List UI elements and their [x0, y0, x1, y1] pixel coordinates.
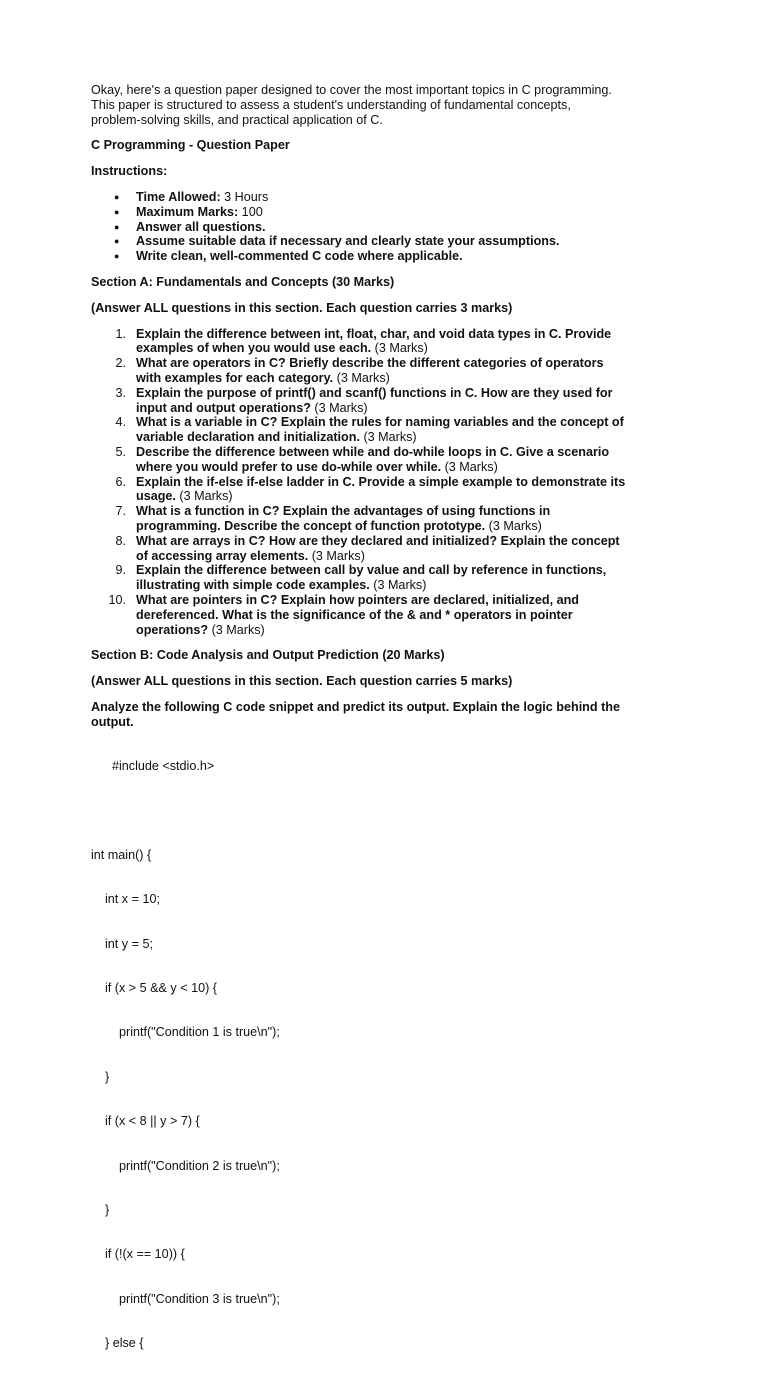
question-marks: (3 Marks) [308, 548, 365, 563]
question-text: illustrating with simple code examples. [136, 578, 370, 593]
code-line [91, 803, 691, 818]
question-item [91, 415, 691, 445]
question-marks: (3 Marks) [369, 578, 427, 593]
question-text: What are arrays in C? How are they declared and initialized? Explain the concept [136, 533, 620, 548]
question-number: 9. [115, 563, 126, 578]
code-line: } else { [91, 1336, 144, 1351]
code-line: int y = 5; [91, 936, 153, 951]
question-text: dereferenced. What is the significance of the & and * operators in pointer [136, 607, 573, 622]
question-text: where you would prefer to use do-while over while. [136, 459, 442, 474]
instruction-label: Time Allowed: [136, 189, 221, 204]
instruction-label: Maximum Marks: [136, 204, 239, 219]
section-a-questions [91, 327, 691, 638]
instructions-list [91, 190, 691, 264]
question-text: What are pointers in C? Explain how pointers are declared, initialized, and [136, 592, 579, 607]
question-text: programming. Describe the concept of function prototype. [136, 518, 486, 533]
question-marks: (3 Marks) [359, 430, 417, 445]
intro-paragraph [91, 83, 691, 127]
question-marks: (3 Marks) [310, 400, 368, 415]
question-text: Explain the if-else if-else ladder in C. Provide a simple example to demonstrate its [136, 474, 626, 489]
section-a-heading: Section A: Fundamentals and Concepts (30 Marks) [91, 274, 395, 289]
question-marks: (3 Marks) [175, 489, 233, 504]
question-item [91, 356, 691, 386]
code-line: #include <stdio.h> [91, 759, 215, 774]
instruction-label: Write clean, well-commented C code where applicable. [136, 249, 463, 264]
question-text: variable declaration and initialization. [136, 430, 360, 445]
question-number: 5. [115, 444, 126, 459]
question-number: 6. [115, 474, 126, 489]
section-b-heading: Section B: Code Analysis and Output Prediction (20 Marks) [91, 648, 445, 663]
code-line: printf("Condition 3 is true\n"); [91, 1291, 280, 1306]
section-b-prompt: Analyze the following C code snippet and predict its output. Explain the logic behind the [91, 699, 620, 714]
paper-title: C Programming - Question Paper [91, 138, 290, 153]
question-text: Describe the difference between while and do-while loops in C. Give a scenario [136, 444, 610, 459]
question-number: 8. [115, 533, 126, 548]
section-b-note: (Answer ALL questions in this section. Each question carries 5 marks) [91, 674, 513, 689]
question-text: Explain the difference between call by value and call by reference in functions, [136, 563, 607, 578]
instruction-item [114, 220, 691, 235]
instruction-item [114, 234, 691, 249]
question-marks: (3 Marks) [371, 341, 428, 356]
question-text: with examples for each category. [136, 370, 334, 385]
question-item [91, 475, 691, 505]
question-number: 4. [115, 415, 126, 430]
instruction-value: 3 Hours [220, 189, 269, 204]
question-number: 2. [115, 356, 126, 371]
question-text: Explain the difference between int, float, char, and void data types in C. Provide [136, 326, 612, 341]
instructions-heading: Instructions: [91, 164, 168, 179]
intro-line: Okay, here's a question paper designed to cover the most important topics in C programming. [91, 83, 612, 97]
question-item [91, 563, 691, 593]
code-line: printf("Condition 1 is true\n"); [91, 1025, 280, 1040]
instruction-item [114, 190, 691, 205]
instruction-value: 100 [238, 204, 263, 219]
section-a-note: (Answer ALL questions in this section. Each question carries 3 marks) [91, 300, 513, 315]
question-text: What are operators in C? Briefly describe the different categories of operators [136, 356, 604, 371]
question-item [91, 504, 691, 534]
instruction-label: Assume suitable data if necessary and clearly state your assumptions. [136, 234, 560, 249]
code-line: int x = 10; [91, 892, 160, 907]
question-item [91, 593, 691, 637]
question-text: Explain the purpose of printf() and scanf() functions in C. How are they used for [136, 385, 613, 400]
question-marks: (3 Marks) [208, 622, 265, 637]
code-line: printf("Condition 2 is true\n"); [91, 1158, 280, 1173]
question-item [91, 327, 691, 357]
question-text: usage. [136, 489, 176, 504]
code-line: if (x > 5 && y < 10) { [91, 981, 217, 996]
question-text: operations? [136, 622, 209, 637]
question-number: 7. [115, 504, 126, 519]
code-line: if (!(x == 10)) { [91, 1247, 185, 1262]
instruction-label: Answer all questions. [136, 219, 266, 234]
code-snippet [91, 729, 691, 1380]
instruction-item [114, 249, 691, 264]
question-text: input and output operations? [136, 400, 311, 415]
question-marks: (3 Marks) [441, 459, 498, 474]
question-number: 10. [108, 592, 126, 607]
code-line: } [91, 1202, 110, 1217]
question-number: 1. [115, 326, 126, 341]
question-text: examples of when you would use each. [136, 341, 372, 356]
question-number: 3. [115, 385, 126, 400]
question-marks: (3 Marks) [333, 370, 390, 385]
intro-line: This paper is structured to assess a student's understanding of fundamental concepts, [91, 97, 571, 112]
question-text: of accessing array elements. [136, 548, 309, 563]
code-line: } [91, 1069, 110, 1084]
question-item [91, 534, 691, 564]
code-line: if (x < 8 || y > 7) { [91, 1114, 200, 1129]
question-text: What is a variable in C? Explain the rules for naming variables and the concept of [136, 415, 624, 430]
question-item [91, 386, 691, 416]
question-text: What is a function in C? Explain the advantages of using functions in [136, 504, 551, 519]
code-line: int main() { [91, 847, 152, 862]
question-marks: (3 Marks) [485, 518, 542, 533]
question-item [91, 445, 691, 475]
section-b-prompt: output. [91, 714, 134, 729]
instruction-item [114, 205, 691, 220]
document-content [91, 83, 691, 1381]
intro-line: problem-solving skills, and practical application of C. [91, 112, 383, 127]
